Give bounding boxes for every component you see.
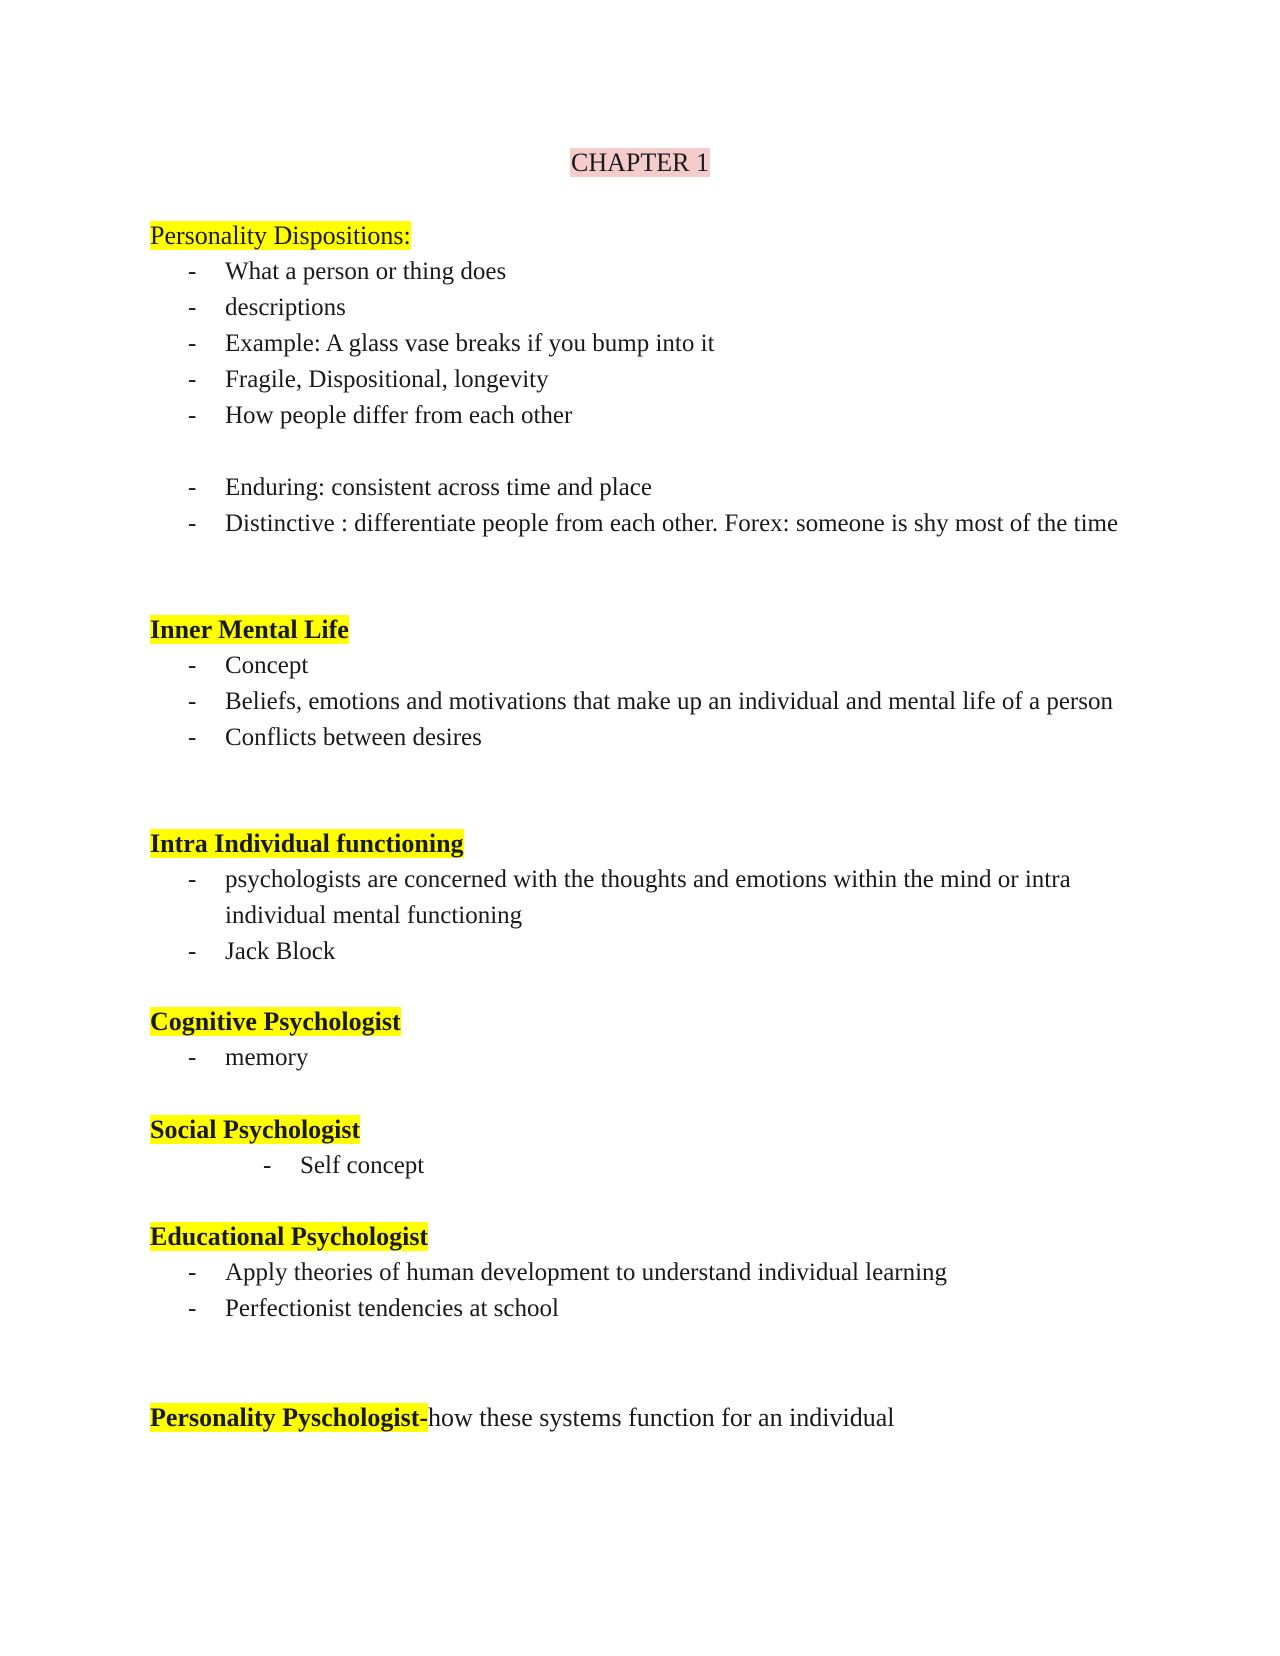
section-heading: Personality Dispositions: [150, 221, 411, 250]
section-personality-psychologist [150, 1400, 895, 1436]
section-heading: Cognitive Psychologist [150, 1007, 401, 1036]
list-item: - Concept [150, 648, 1130, 684]
list-item: - Example: A glass vase breaks if you bump into it [150, 326, 1130, 362]
chapter-title [0, 146, 1280, 180]
list-item: - psychologists are concerned with the thoughts and emotions within the mind or intra individual mental functioning [150, 862, 1130, 934]
section-heading: Social Psychologist [150, 1115, 361, 1144]
list-item: - Conflicts between desires [150, 720, 1130, 756]
bullet-list [150, 862, 1130, 970]
list-item: - Jack Block [150, 934, 1130, 970]
bullet-list [150, 1148, 1130, 1184]
section-heading: Inner Mental Life [150, 615, 349, 644]
section-text: how these systems function for an individual [428, 1403, 895, 1432]
bullet-list [150, 648, 1130, 756]
section-intra-individual [150, 826, 1130, 970]
list-item: - memory [150, 1040, 1130, 1076]
section-heading: Intra Individual functioning [150, 829, 464, 858]
list-item: - Beliefs, emotions and motivations that make up an individual and mental life of a person [150, 684, 1130, 720]
list-item: - Enduring: consistent across time and place [150, 470, 1130, 506]
list-item: - Fragile, Dispositional, longevity [150, 362, 1130, 398]
list-item: - Apply theories of human development to understand individual learning [150, 1255, 1130, 1291]
list-item: - What a person or thing does [150, 254, 1130, 290]
list-item: - descriptions [150, 290, 1130, 326]
chapter-title-text: CHAPTER 1 [571, 148, 709, 177]
section-educational [150, 1219, 1130, 1327]
bullet-list [150, 470, 1130, 542]
section-personality-dispositions [150, 218, 1130, 542]
section-heading: Educational Psychologist [150, 1222, 429, 1251]
bullet-list [150, 1040, 1130, 1076]
section-heading: Personality Pyschologist- [150, 1403, 429, 1432]
list-item: - How people differ from each other [150, 398, 1130, 434]
section-social [150, 1112, 1130, 1184]
list-item: - Perfectionist tendencies at school [150, 1291, 1130, 1327]
section-inner-mental-life [150, 612, 1130, 756]
list-item: - Distinctive : differentiate people from each other. Forex: someone is shy most of the time [150, 506, 1130, 542]
section-cognitive [150, 1004, 1130, 1076]
bullet-list [150, 254, 1130, 434]
bullet-list [150, 1255, 1130, 1327]
list-item: - Self concept [150, 1148, 1130, 1184]
